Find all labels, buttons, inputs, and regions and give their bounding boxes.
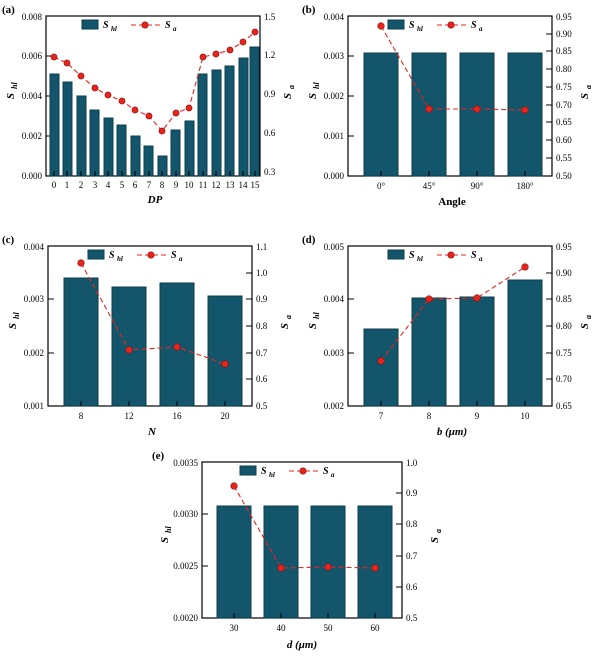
tick-c-x-2: 16 [172,411,182,421]
tick-b-y-3: 0.003 [323,51,344,61]
tick-b-y2-0: 0.50 [556,171,572,181]
tick-c-x-3: 20 [220,411,230,421]
tick-a-x-4: 4 [105,180,111,190]
tick-c-y2-1: 0.6 [256,374,268,384]
tick-b-y-0: 0.000 [323,171,344,181]
line-c-sa [81,263,225,364]
svg-text:S: S [471,250,477,261]
tick-d-x-0: 7 [378,411,384,421]
svg-text:S: S [261,466,267,477]
tick-e-y-3: 0.0035 [173,458,198,468]
panel-d [300,230,600,445]
tick-a-x-5: 5 [119,180,125,190]
svg-text:a: a [173,25,177,33]
tick-b-y-1: 0.001 [323,131,344,141]
axis-a-y2-title [282,85,296,99]
tick-a-y-2: 0.004 [21,91,42,101]
svg-text:hl: hl [417,255,423,263]
panel-c-plot [0,230,300,445]
panel-b-plot [300,0,600,215]
tick-d-y2-1: 0.70 [556,374,572,384]
svg-text:a: a [584,315,593,319]
svg-text:S: S [5,92,17,100]
legend-a [82,20,177,33]
panel-a-tag: (a) [2,4,15,16]
tick-a-x-3: 3 [92,180,98,190]
tick-c-y2-2: 0.7 [256,348,268,358]
tick-b-y2-2: 0.60 [556,135,572,145]
tick-c-y2-6: 1.1 [256,242,268,252]
tick-b-y2-4: 0.70 [556,100,572,110]
panel-e [150,448,450,658]
tick-c-y-0: 0.001 [23,401,44,411]
tick-e-y-2: 0.0030 [173,509,198,519]
axis-b-y-title [307,82,321,100]
tick-d-y-3: 0.005 [323,242,344,252]
svg-text:hl: hl [164,526,173,533]
tick-c-y2-4: 0.9 [256,294,268,304]
tick-d-y2-4: 0.85 [556,294,572,304]
tick-e-y2-3: 0.8 [406,519,418,529]
tick-c-y2-0: 0.5 [256,401,268,411]
svg-text:S: S [307,322,319,330]
panel-a [0,0,300,215]
tick-e-y2-5: 1.0 [406,458,418,468]
tick-a-x-15: 15 [250,180,260,190]
tick-a-x-0: 0 [51,180,57,190]
tick-d-x-3: 10 [520,411,530,421]
panel-b [300,0,600,215]
tick-d-y2-6: 0.95 [556,242,572,252]
bars-e [217,506,392,618]
axis-d-y-title [307,312,321,330]
legend-b [388,20,483,33]
tick-a-y2-4: 1.5 [264,12,276,22]
tick-a-x-9: 9 [173,180,179,190]
axis-e-x-title: d (μm) [286,639,318,651]
svg-text:S: S [579,92,591,100]
svg-text:S: S [103,20,109,31]
svg-text:a: a [179,255,183,263]
tick-a-y2-0: 0.3 [264,167,276,177]
tick-e-x-2: 50 [323,623,333,633]
axis-b-x-title: Angle [438,196,466,208]
tick-a-x-11: 11 [198,180,208,190]
tick-a-y-4: 0.008 [21,12,42,22]
tick-b-x-1: 45° [422,181,436,191]
tick-b-y2-8: 0.90 [556,29,572,39]
axis-c-x-title: N [148,426,156,438]
axis-e-y2-title [429,529,443,543]
tick-b-y2-5: 0.75 [556,82,572,92]
tick-d-y-1: 0.003 [323,348,344,358]
tick-a-y-0: 0.000 [21,171,42,181]
svg-text:S: S [429,536,441,544]
markers-e [231,483,379,572]
tick-d-y2-0: 0.65 [556,401,572,411]
svg-text:hl: hl [312,312,321,319]
tick-b-y2-3: 0.65 [556,117,572,127]
tick-c-y-1: 0.002 [23,348,44,358]
tick-c-y2-3: 0.8 [256,321,268,331]
line-e-sa [234,486,375,568]
tick-e-x-0: 30 [229,623,239,633]
svg-text:S: S [307,92,319,100]
svg-text:hl: hl [312,82,321,89]
tick-c-x-1: 12 [124,411,134,421]
tick-e-y2-2: 0.7 [406,551,418,561]
axis-a-x-title: DP [147,194,163,206]
tick-c-x-0: 8 [78,411,84,421]
tick-e-y-1: 0.0025 [173,561,198,571]
svg-text:a: a [584,85,593,89]
line-d-sa [381,267,525,361]
tick-a-y-1: 0.002 [21,131,42,141]
tick-e-y2-4: 0.9 [406,488,418,498]
tick-d-y2-3: 0.80 [556,321,572,331]
svg-text:S: S [109,250,115,261]
svg-text:S: S [282,92,294,100]
svg-text:a: a [479,255,483,263]
markers-c [78,260,229,368]
tick-a-y2-3: 1.2 [264,50,276,60]
tick-b-y2-9: 0.95 [556,12,572,22]
bars-c [64,278,242,406]
svg-text:S: S [471,20,477,31]
svg-text:S: S [165,20,171,31]
tick-a-x-14: 14 [238,180,248,190]
panel-e-plot [150,448,450,658]
bars-d [364,280,542,406]
tick-e-y2-0: 0.5 [406,613,418,623]
panel-a-plot [0,0,300,215]
tick-e-x-1: 40 [276,623,286,633]
tick-a-y-3: 0.006 [21,51,42,61]
svg-text:hl: hl [12,312,21,319]
tick-d-y-2: 0.004 [323,294,344,304]
tick-b-y2-7: 0.85 [556,46,572,56]
svg-text:S: S [171,250,177,261]
tick-b-y2-1: 0.55 [556,153,572,163]
svg-text:a: a [287,85,296,89]
tick-c-y-2: 0.003 [23,294,44,304]
svg-text:hl: hl [269,471,275,479]
tick-e-y-0: 0.0020 [173,613,198,623]
markers-d [378,264,529,365]
svg-text:hl: hl [117,255,123,263]
tick-d-y-0: 0.002 [323,401,344,411]
tick-a-x-7: 7 [146,180,152,190]
tick-d-y2-2: 0.75 [556,348,572,358]
panel-d-plot [300,230,600,445]
legend-c [88,250,183,263]
tick-a-x-1: 1 [64,180,70,190]
svg-text:a: a [479,25,483,33]
tick-b-x-3: 180° [516,181,534,191]
axis-c-y2-title [279,315,293,329]
tick-c-y-3: 0.004 [23,242,44,252]
svg-text:S: S [323,466,329,477]
axis-d-x-title: b (μm) [436,426,468,438]
tick-a-x-8: 8 [159,180,165,190]
svg-text:a: a [434,529,443,533]
svg-text:hl: hl [111,25,117,33]
tick-a-x-13: 13 [225,180,235,190]
svg-text:S: S [409,20,415,31]
svg-text:hl: hl [10,82,19,89]
tick-e-y2-1: 0.6 [406,582,418,592]
panel-c-tag: (c) [2,234,15,246]
panel-d-tag: (d) [302,234,316,246]
panel-b-tag: (b) [302,4,316,16]
tick-b-x-2: 90° [470,181,484,191]
svg-text:a: a [331,471,335,479]
bars-a [50,47,259,176]
tick-e-x-3: 60 [370,623,380,633]
axis-d-y2-title [579,315,593,329]
svg-text:S: S [279,322,291,330]
tick-b-x-0: 0° [376,181,386,191]
panel-c [0,230,300,445]
legend-e [240,466,335,479]
svg-text:S: S [7,322,19,330]
legend-d [388,250,483,263]
tick-a-x-10: 10 [184,180,194,190]
svg-text:S: S [579,322,591,330]
tick-d-x-1: 8 [426,411,432,421]
line-b-sa [381,26,525,110]
tick-d-x-2: 9 [474,411,480,421]
tick-b-y2-6: 0.80 [556,64,572,74]
tick-d-y2-5: 0.90 [556,268,572,278]
tick-b-y-2: 0.002 [323,91,344,101]
tick-a-x-12: 12 [211,180,221,190]
panel-e-tag: (e) [152,450,165,462]
markers-b [378,23,529,114]
axis-e-y-title [159,526,173,544]
tick-a-y2-2: 0.9 [264,89,276,99]
svg-text:S: S [159,536,171,544]
svg-text:a: a [284,315,293,319]
tick-a-x-2: 2 [78,180,84,190]
tick-b-y-4: 0.004 [323,12,344,22]
bars-b [364,53,542,176]
axis-b-y2-title [579,85,593,99]
tick-a-y2-1: 0.6 [264,128,276,138]
tick-c-y2-5: 1.0 [256,268,268,278]
svg-text:S: S [409,250,415,261]
tick-a-x-6: 6 [132,180,138,190]
axis-a-y-title [5,82,19,100]
svg-text:hl: hl [417,25,423,33]
axis-c-y-title [7,312,21,330]
